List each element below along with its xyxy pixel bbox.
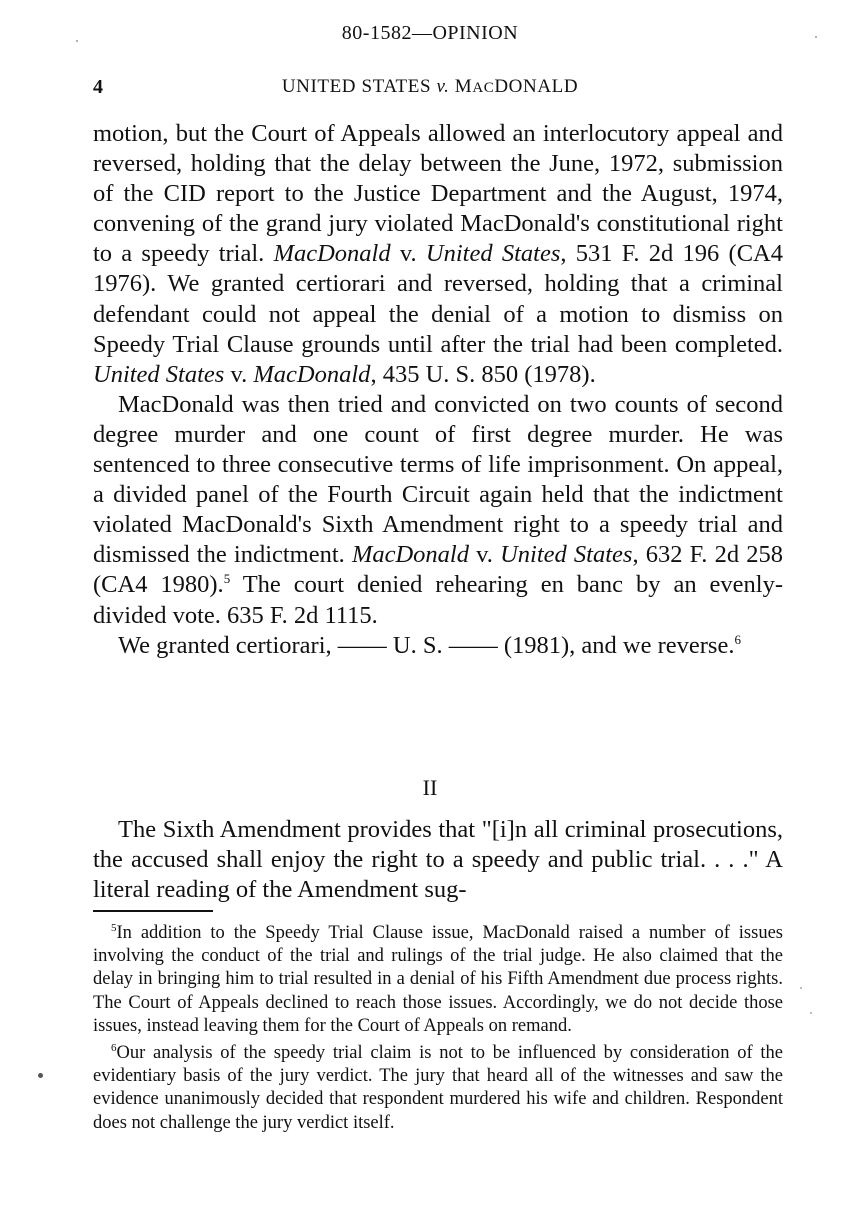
p2-text-3: , 632 F. 2d 258 (CA4 1980). [93,541,783,599]
case-name-italic: MacDonald [351,541,469,569]
scan-speck [815,36,817,38]
section-heading: II [422,775,438,800]
running-head-parties-left: UNITED STATES [281,76,437,97]
running-head-m: M [449,76,473,97]
scan-speck [800,987,802,989]
paragraph-2 [93,390,783,631]
case-name-italic: United States [93,360,225,388]
footnote-mark: 6 [111,1041,117,1054]
opinion-body-section-2 [93,815,783,905]
footnote-ref-5[interactable]: 5 [223,571,231,587]
case-name-italic: MacDonald [273,240,391,268]
footnote-5 [93,922,783,1038]
footnote-ref-6[interactable]: 6 [734,631,741,647]
footnote-text: In addition to the Speedy Trial Clause issue, MacDonald raised a number of issues involving the conduct of the trial and rulings of the trial judge. He also claimed that the delay in bringing him to trial resulted in a denial of his Fifth Amendment due process rights. The Court of Appeals declined to reach those issues. Accordingly, we do not decide those issues, instead leaving them for the Court of Appeals on remand. [93,923,783,1036]
paragraph-1 [93,119,783,390]
running-head [0,76,860,98]
p1-text-3: , 531 F. 2d 196 (CA4 1976). We granted certiorari and reversed, holding that a criminal defendant could not appeal the denial of a motion to dismiss on Speedy Trial Clause grounds until after the trial had been completed. [93,240,783,358]
p2-text-2: v. [469,541,501,569]
p1-text-5: , 435 U. S. 850 (1978). [370,360,596,388]
scan-speck [810,1012,812,1014]
case-name-italic: United States [425,240,561,268]
p2-text-1: MacDonald was then tried and convicted on two counts of second degree murder and one count of first degree murder. He was sentenced to three consecutive terms of life imprisonment. On appeal, a divided panel of the Fourth Circuit again held that the indictment violated MacDonald's Sixth Amendment right to a speedy trial and dismissed the indictment. [93,390,783,569]
footnotes [93,922,783,1135]
footnote-text: Our analysis of the speedy trial claim is not to be influenced by consideration of the evidentiary basis of the jury verdict. The jury that heard all of the witnesses and saw the evidence unanimously decided that respondent murdered his wife and children. Respondent does not challenge the jury verdict itself. [93,1043,783,1133]
footnote-6 [93,1042,783,1135]
running-head-ac: AC [472,80,495,96]
p3-text-1: We granted certiorari, —— U. S. —— (1981), and we reverse. [118,631,735,659]
page-number: 4 [93,76,103,98]
p2-text-4: The court denied rehearing en banc by an evenly-divided vote. 635 F. 2d 1115. [93,571,783,629]
p1-text-2: v. [390,240,426,268]
case-number: 80-1582—OPINION [341,22,519,44]
p1-text-1: motion, but the Court of Appeals allowed an interlocutory appeal and reversed, holding that the delay between the June, 1972, submission of the CID report to the Justice Department and the August, 1974, convening of the grand jury violated MacDonald's constitutional right to a speedy trial. [93,120,783,268]
paragraph-4: The Sixth Amendment provides that "[i]n all criminal prosecutions, the accused shall enjoy the right to a speedy and public trial. . . ." A literal reading of the Amendment sug- [93,816,783,904]
running-head-versus: v. [436,76,450,97]
scan-speck [38,1073,43,1078]
scan-speck [76,40,78,42]
opinion-body [93,119,783,661]
footnote-divider [93,910,213,912]
p1-text-4: v. [224,360,254,388]
footnote-mark: 5 [111,921,117,934]
paragraph-3 [93,631,783,661]
running-head-donald: DONALD [494,76,579,97]
case-name-italic: United States [500,541,633,569]
case-name-italic: MacDonald [253,360,371,388]
